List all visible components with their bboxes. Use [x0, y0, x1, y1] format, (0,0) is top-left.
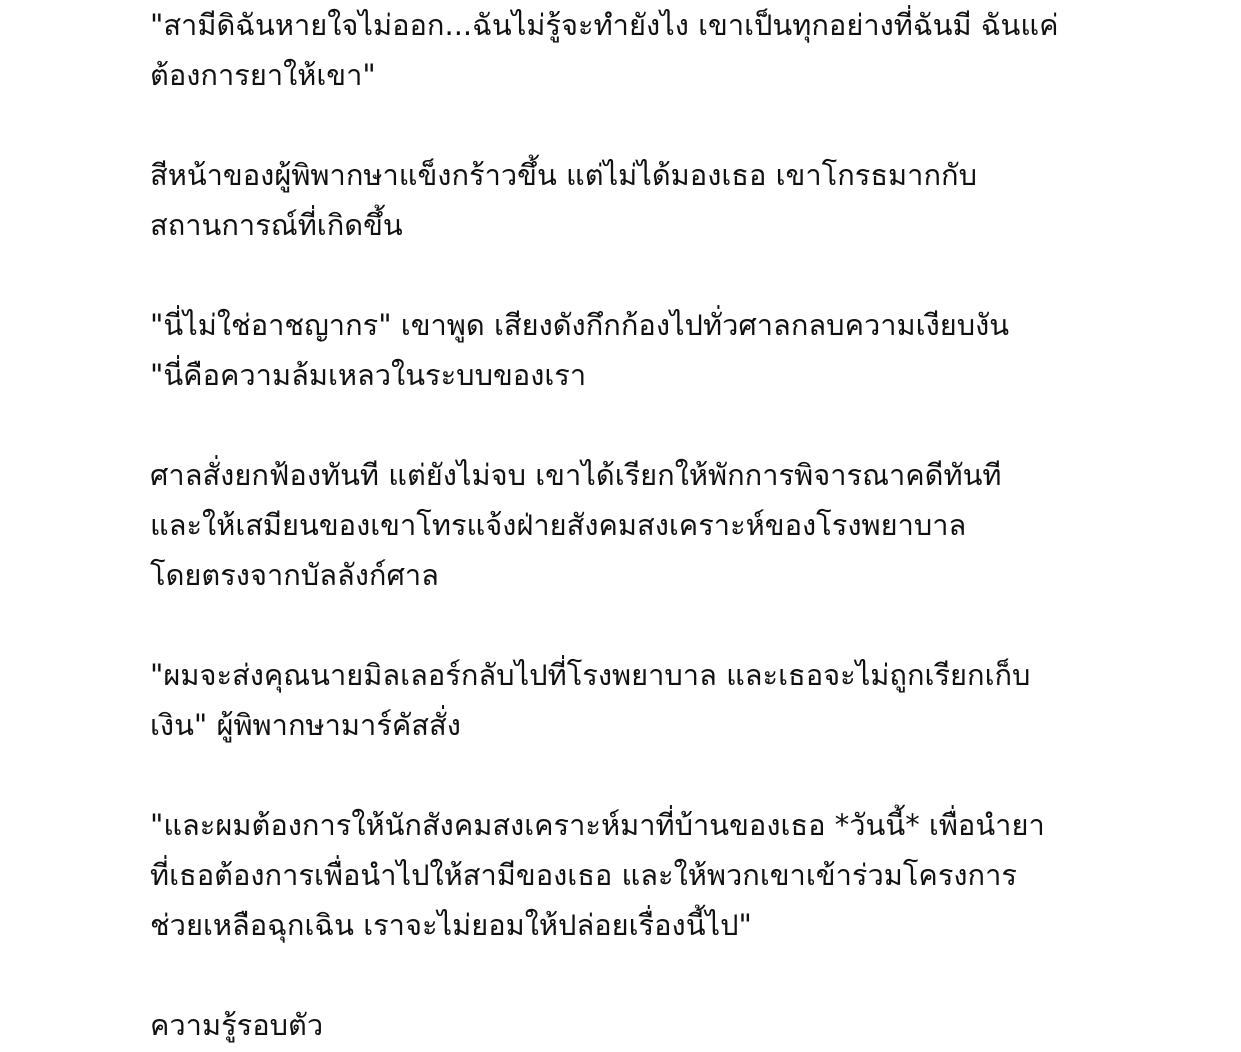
section-heading-trivia: [150, 1000, 1095, 1050]
paragraph-judge-reaction: [150, 150, 1095, 250]
text-line: ที่เธอต้องการเพื่อนำไปให้สามีของเธอ และให้พวกเขาเข้าร่วมโครงการ: [150, 858, 1017, 892]
text-line: และให้เสมียนของเขาโทรแจ้งฝ่ายสังคมสงเคราะห์ของโรงพยาบาล: [150, 508, 967, 542]
text-line: "สามีดิฉันหายใจไม่ออก...ฉันไม่รู้จะทำยังไง เขาเป็นทุกอย่างที่ฉันมี ฉันแค่: [150, 8, 1059, 42]
text-line: ศาลสั่งยกฟ้องทันที แต่ยังไม่จบ เขาได้เรียกให้พักการพิจารณาคดีทันที: [150, 458, 1002, 492]
text-line: ต้องการยาให้เขา": [150, 58, 376, 92]
paragraph-judge-statement: [150, 300, 1095, 400]
paragraph-social-worker: [150, 800, 1095, 950]
text-line: "และผมต้องการให้นักสังคมสงเคราะห์มาที่บ้านของเธอ *วันนี้* เพื่อนำยา: [150, 808, 1045, 842]
article-body: [150, 0, 1095, 1050]
text-line: เงิน" ผู้พิพากษามาร์คัสสั่ง: [150, 708, 461, 742]
text-line: โดยตรงจากบัลลังก์ศาล: [150, 558, 439, 592]
text-line: "นี่ไม่ใช่อาชญากร" เขาพูด เสียงดังกึกก้องไปทั่วศาลกลบความเงียบงัน: [150, 308, 1010, 342]
text-line: ความรู้รอบตัว: [150, 1008, 324, 1042]
text-line: สีหน้าของผู้พิพากษาแข็งกร้าวขึ้น แต่ไม่ได้มองเธอ เขาโกรธมากกับ: [150, 158, 977, 192]
text-line: ช่วยเหลือฉุกเฉิน เราจะไม่ยอมให้ปล่อยเรื่องนี้ไป": [150, 908, 752, 942]
text-line: "ผมจะส่งคุณนายมิลเลอร์กลับไปที่โรงพยาบาล และเธอจะไม่ถูกเรียกเก็บ: [150, 658, 1031, 692]
paragraph-wife-plea: [150, 0, 1095, 100]
paragraph-case-dismissed: [150, 450, 1095, 600]
text-line: สถานการณ์ที่เกิดขึ้น: [150, 208, 403, 242]
text-line: "นี่คือความล้มเหลวในระบบของเรา: [150, 358, 587, 392]
paragraph-judge-order: [150, 650, 1095, 750]
